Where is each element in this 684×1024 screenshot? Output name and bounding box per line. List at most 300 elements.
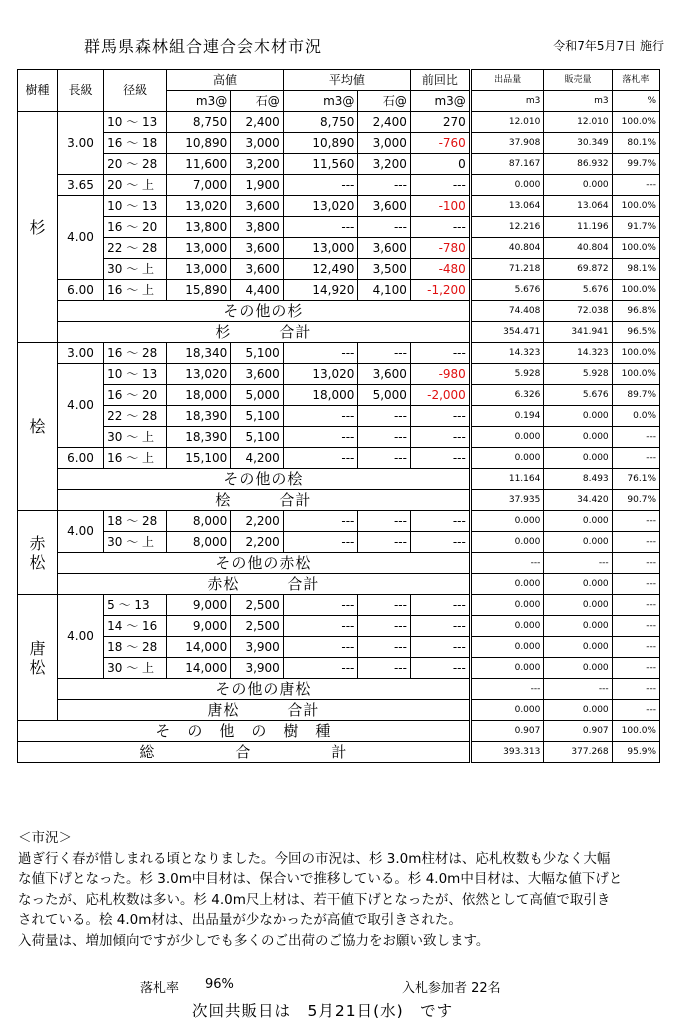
other-row [18,553,660,574]
shipped-cell: 5.928 [470,364,544,385]
species-name: 松 [29,552,46,572]
high-koku-cell: 3,200 [231,154,284,175]
length-cell: 3.65 [57,175,103,196]
table-row [18,616,660,637]
high-koku-cell: 3,600 [231,238,284,259]
rate-value: 96% [205,977,234,992]
notes-heading: ＜市況＞ [18,830,72,846]
prev-diff-cell: --- [410,595,470,616]
table-row [18,511,660,532]
other-label: その他の杉 [57,301,470,322]
table-row [18,385,660,406]
rate-cell: 96.8% [612,301,659,322]
length-cell: 4.00 [57,595,103,679]
diameter-cell: 20 ～ 上 [104,175,167,196]
sold-cell: 341.941 [544,322,612,343]
sold-cell: 12.010 [544,112,612,133]
length-cell: 4.00 [57,364,103,448]
sold-cell: 0.000 [544,511,612,532]
diameter-cell: 16 ～ 18 [104,133,167,154]
diameter-cell: 22 ～ 28 [104,238,167,259]
rate-cell: --- [612,175,659,196]
high-koku-cell: 3,600 [231,259,284,280]
rate-cell: 76.1% [612,469,659,490]
diameter-cell: 10 ～ 13 [104,112,167,133]
subtotal-species: 杉 [215,322,232,341]
header-row-1 [18,70,660,91]
avg-m3-cell: 13,020 [283,196,358,217]
notes-line: 入荷量は、増加傾向ですが少しでも多くのご出荷のご協力をお願い致します。 [18,932,490,949]
high-m3-cell: 7,000 [167,175,231,196]
species-name: 桧 [29,417,46,436]
shipped-cell: 0.907 [470,721,544,742]
high-m3-cell: 15,100 [167,448,231,469]
shipped-cell: 0.000 [470,175,544,196]
high-koku-cell: 5,000 [231,385,284,406]
avg-koku-cell: --- [358,532,411,553]
diameter-cell: 16 ～ 上 [104,448,167,469]
sold-cell: 0.000 [544,427,612,448]
rate-cell: 95.9% [612,742,659,763]
sold-cell: 0.907 [544,721,612,742]
high-m3-cell: 14,000 [167,658,231,679]
table-row [18,427,660,448]
high-m3-cell: 10,890 [167,133,231,154]
shipped-cell: 14.323 [470,343,544,364]
avg-koku-cell: --- [358,511,411,532]
avg-m3-cell: --- [283,637,358,658]
rate-cell: --- [612,511,659,532]
prev-diff-cell: --- [410,427,470,448]
avg-m3-cell: --- [283,616,358,637]
shipped-cell: 37.935 [470,490,544,511]
sold-cell: 5.676 [544,385,612,406]
unit-avg-m3: m3@ [283,91,358,112]
subtotal-species: 桧 [215,490,232,509]
other-row [18,469,660,490]
shipped-cell: 40.804 [470,238,544,259]
grand-total-word: 総 [139,742,156,761]
shipped-cell: 393.313 [470,742,544,763]
table-row [18,112,660,133]
high-koku-cell: 5,100 [231,427,284,448]
avg-m3-cell: --- [283,406,358,427]
subtotal-species: 赤松 [207,574,240,593]
high-m3-cell: 18,000 [167,385,231,406]
table-row [18,238,660,259]
shipped-cell: 6.326 [470,385,544,406]
prev-diff-cell: -100 [410,196,470,217]
high-m3-cell: 8,750 [167,112,231,133]
avg-m3-cell: 10,890 [283,133,358,154]
high-m3-cell: 18,390 [167,406,231,427]
sold-cell: 0.000 [544,637,612,658]
sold-cell: 0.000 [544,175,612,196]
table-row [18,658,660,679]
avg-m3-cell: 11,560 [283,154,358,175]
diameter-cell: 30 ～ 上 [104,427,167,448]
avg-m3-cell: --- [283,175,358,196]
shipped-cell: 12.010 [470,112,544,133]
shipped-cell: 37.908 [470,133,544,154]
avg-koku-cell: 3,200 [358,154,411,175]
table-row [18,637,660,658]
species-cell [18,112,58,343]
high-m3-cell: 14,000 [167,637,231,658]
sold-cell: 13.064 [544,196,612,217]
avg-koku-cell: 3,000 [358,133,411,154]
unit-avg-koku: 石@ [358,91,411,112]
avg-koku-cell: 3,600 [358,196,411,217]
notes-line: 過ぎ行く春が惜しまれる頃となりました。今回の市況は、杉 3.0m柱材は、応札枚数も少なく大幅 [18,850,611,867]
sold-cell: --- [544,553,612,574]
avg-koku-cell: 3,600 [358,238,411,259]
shipped-cell: 0.000 [470,700,544,721]
other-species-label: そ の 他 の 樹 種 [18,721,471,742]
rate-cell: --- [612,574,659,595]
high-m3-cell: 13,020 [167,196,231,217]
sold-cell: 40.804 [544,238,612,259]
shipped-cell: --- [470,679,544,700]
diameter-cell: 16 ～ 28 [104,343,167,364]
page-title: 群馬県森林組合連合会木材市況 [84,37,323,56]
avg-koku-cell: 3,500 [358,259,411,280]
diameter-cell: 5 ～ 13 [104,595,167,616]
unit-rate: % [612,91,659,112]
avg-m3-cell: 13,000 [283,238,358,259]
rate-cell: --- [612,553,659,574]
spacer [231,491,279,509]
subtotal-word: 合計 [287,700,320,719]
avg-m3-cell: --- [283,427,358,448]
high-m3-cell: 11,600 [167,154,231,175]
subtotal-label [57,700,470,721]
diameter-cell: 16 ～ 20 [104,385,167,406]
table-row [18,133,660,154]
diameter-cell: 18 ～ 28 [104,637,167,658]
other-label: その他の桧 [57,469,470,490]
unit-high-m3: m3@ [167,91,231,112]
shipped-cell: 87.167 [470,154,544,175]
avg-m3-cell: 12,490 [283,259,358,280]
rate-cell: 98.1% [612,259,659,280]
high-koku-cell: 5,100 [231,406,284,427]
diameter-cell: 20 ～ 28 [104,154,167,175]
diameter-cell: 16 ～ 20 [104,217,167,238]
sold-cell: 8.493 [544,469,612,490]
high-koku-cell: 3,000 [231,133,284,154]
species-name: 松 [29,657,46,677]
shipped-cell: 0.000 [470,658,544,679]
notes-line: な値下げとなった。杉 3.0m中目材は、保合いで推移している。杉 4.0m中目材は、大幅な値下げと [18,871,623,887]
high-koku-cell: 3,600 [231,196,284,217]
rate-cell: --- [612,616,659,637]
rate-cell: 100.0% [612,364,659,385]
rate-cell: 89.7% [612,385,659,406]
other-row [18,301,660,322]
length-cell: 3.00 [57,343,103,364]
high-m3-cell: 9,000 [167,595,231,616]
rate-cell: --- [612,658,659,679]
shipped-cell: 0.000 [470,637,544,658]
grand-total-label [18,742,471,763]
col-avg: 平均値 [283,70,410,91]
sold-cell: 0.000 [544,658,612,679]
sold-cell: 0.000 [544,532,612,553]
spacer [231,323,279,341]
col-diameter: 径級 [104,70,167,112]
avg-koku-cell: --- [358,616,411,637]
high-m3-cell: 8,000 [167,532,231,553]
sold-cell: 0.000 [544,616,612,637]
avg-koku-cell: --- [358,448,411,469]
rate-cell: --- [612,532,659,553]
sold-cell: 69.872 [544,259,612,280]
table-row [18,259,660,280]
length-cell: 4.00 [57,196,103,280]
spacer [155,743,235,761]
rate-cell: --- [612,679,659,700]
rate-cell: 100.0% [612,280,659,301]
unit-prev-m3: m3@ [410,91,470,112]
avg-m3-cell: 13,020 [283,364,358,385]
next-sale-date: 次回共販日は 5月21日(水) です [192,1002,454,1020]
table-row [18,364,660,385]
shipped-cell: 11.164 [470,469,544,490]
diameter-cell: 10 ～ 13 [104,364,167,385]
prev-diff-cell: --- [410,175,470,196]
length-cell: 4.00 [57,511,103,553]
subtotal-label [57,490,470,511]
table-row [18,196,660,217]
shipped-cell: 0.000 [470,532,544,553]
prev-diff-cell: --- [410,658,470,679]
avg-koku-cell: --- [358,595,411,616]
rate-cell: 100.0% [612,238,659,259]
shipped-cell: 0.000 [470,511,544,532]
species-name: 杉 [29,217,46,237]
avg-koku-cell: --- [358,658,411,679]
diameter-cell: 16 ～ 上 [104,280,167,301]
high-m3-cell: 13,000 [167,259,231,280]
subtotal-word: 合計 [287,574,320,593]
rate-cell: 90.7% [612,490,659,511]
table-row [18,595,660,616]
table-row [18,175,660,196]
avg-m3-cell: --- [283,343,358,364]
sold-cell: 0.000 [544,406,612,427]
rate-cell: 100.0% [612,196,659,217]
spacer [251,743,331,761]
col-species: 樹種 [18,70,58,112]
subtotal-row [18,322,660,343]
diameter-cell: 22 ～ 28 [104,406,167,427]
subtotal-label [57,322,470,343]
subtotal-word: 合計 [279,490,312,509]
avg-koku-cell: --- [358,637,411,658]
shipped-cell: 0.000 [470,427,544,448]
high-koku-cell: 3,900 [231,658,284,679]
prev-diff-cell: --- [410,448,470,469]
prev-diff-cell: -980 [410,364,470,385]
high-m3-cell: 15,890 [167,280,231,301]
notes-line: なったが、応札枚数は多い。杉 4.0m尺上材は、若干値下げとなったが、依然として高値で取引き [18,891,611,908]
avg-m3-cell: --- [283,658,358,679]
col-prev: 前回比 [410,70,470,91]
avg-koku-cell: 5,000 [358,385,411,406]
species-cell [18,511,58,595]
shipped-cell: 0.000 [470,616,544,637]
diameter-cell: 18 ～ 28 [104,511,167,532]
high-m3-cell: 9,000 [167,616,231,637]
rate-cell: 99.7% [612,154,659,175]
avg-koku-cell: --- [358,217,411,238]
enforcement-date: 令和7年5月7日 施行 [553,39,664,53]
avg-koku-cell: 4,100 [358,280,411,301]
rate-cell: 100.0% [612,721,659,742]
length-cell: 3.00 [57,112,103,175]
sold-cell: 0.000 [544,574,612,595]
prev-diff-cell: --- [410,406,470,427]
col-length: 長級 [57,70,103,112]
unit-high-koku: 石@ [231,91,284,112]
prev-diff-cell: 0 [410,154,470,175]
other-row [18,679,660,700]
diameter-cell: 30 ～ 上 [104,259,167,280]
prev-diff-cell: --- [410,637,470,658]
prev-diff-cell: --- [410,511,470,532]
sold-cell: 377.268 [544,742,612,763]
rate-cell: --- [612,700,659,721]
sold-cell: 0.000 [544,448,612,469]
avg-m3-cell: 18,000 [283,385,358,406]
high-koku-cell: 3,900 [231,637,284,658]
rate-cell: 100.0% [612,112,659,133]
participants: 入札参加者 22名 [402,981,501,996]
spacer [239,575,287,593]
shipped-cell: 0.000 [470,595,544,616]
market-notes [18,828,668,951]
rate-cell: 80.1% [612,133,659,154]
shipped-cell: 354.471 [470,322,544,343]
high-m3-cell: 13,020 [167,364,231,385]
col-high: 高値 [167,70,284,91]
grand-total-word: 合 [235,742,252,761]
high-koku-cell: 2,500 [231,616,284,637]
shipped-cell: 5.676 [470,280,544,301]
high-koku-cell: 3,800 [231,217,284,238]
prev-diff-cell: --- [410,532,470,553]
subtotal-row [18,574,660,595]
diameter-cell: 14 ～ 16 [104,616,167,637]
notes-line: されている。桧 4.0m材は、出品量が少なかったが高値で取引きされた。 [18,912,462,928]
avg-koku-cell: --- [358,343,411,364]
avg-m3-cell: 8,750 [283,112,358,133]
rate-cell: --- [612,448,659,469]
sold-cell: 86.932 [544,154,612,175]
avg-m3-cell: --- [283,217,358,238]
rate-cell: --- [612,595,659,616]
subtotal-species: 唐松 [207,700,240,719]
prev-diff-cell: -1,200 [410,280,470,301]
prev-diff-cell: -2,000 [410,385,470,406]
shipped-cell: 0.194 [470,406,544,427]
high-koku-cell: 2,200 [231,511,284,532]
length-cell: 6.00 [57,280,103,301]
unit-sold: m3 [544,91,612,112]
diameter-cell: 10 ～ 13 [104,196,167,217]
avg-koku-cell: 3,600 [358,364,411,385]
grand-total-row [18,742,660,763]
table-row [18,532,660,553]
high-koku-cell: 4,400 [231,280,284,301]
high-koku-cell: 5,100 [231,343,284,364]
sold-cell: 72.038 [544,301,612,322]
length-cell: 6.00 [57,448,103,469]
high-koku-cell: 2,400 [231,112,284,133]
high-koku-cell: 2,200 [231,532,284,553]
prev-diff-cell: -760 [410,133,470,154]
high-m3-cell: 8,000 [167,511,231,532]
diameter-cell: 30 ～ 上 [104,532,167,553]
spacer [239,701,287,719]
table-row [18,406,660,427]
rate-cell: --- [612,637,659,658]
prev-diff-cell: -480 [410,259,470,280]
other-label: その他の赤松 [57,553,470,574]
rate-cell: 91.7% [612,217,659,238]
avg-m3-cell: --- [283,511,358,532]
species-name: 唐 [29,638,46,658]
timber-market-table [17,69,660,763]
col-shipped: 出品量 [470,70,544,91]
species-cell [18,595,58,721]
avg-koku-cell: --- [358,406,411,427]
prev-diff-cell: --- [410,217,470,238]
high-koku-cell: 1,900 [231,175,284,196]
table-row [18,154,660,175]
table-row [18,280,660,301]
high-m3-cell: 18,390 [167,427,231,448]
shipped-cell: 0.000 [470,574,544,595]
avg-koku-cell: --- [358,427,411,448]
sold-cell: 11.196 [544,217,612,238]
other-label: その他の唐松 [57,679,470,700]
subtotal-word: 合計 [279,322,312,341]
high-koku-cell: 2,500 [231,595,284,616]
species-name: 赤 [29,533,46,553]
high-m3-cell: 13,000 [167,238,231,259]
prev-diff-cell: 270 [410,112,470,133]
table-row [18,217,660,238]
prev-diff-cell: -780 [410,238,470,259]
subtotal-row [18,700,660,721]
high-koku-cell: 3,600 [231,364,284,385]
sold-cell: 5.928 [544,364,612,385]
prev-diff-cell: --- [410,616,470,637]
avg-m3-cell: --- [283,448,358,469]
prev-diff-cell: --- [410,343,470,364]
shipped-cell: 74.408 [470,301,544,322]
high-m3-cell: 13,800 [167,217,231,238]
sold-cell: 14.323 [544,343,612,364]
rate-label: 落札率 [140,981,180,996]
diameter-cell: 30 ～ 上 [104,658,167,679]
rate-cell: 0.0% [612,406,659,427]
shipped-cell: 71.218 [470,259,544,280]
sold-cell: 30.349 [544,133,612,154]
avg-koku-cell: --- [358,175,411,196]
